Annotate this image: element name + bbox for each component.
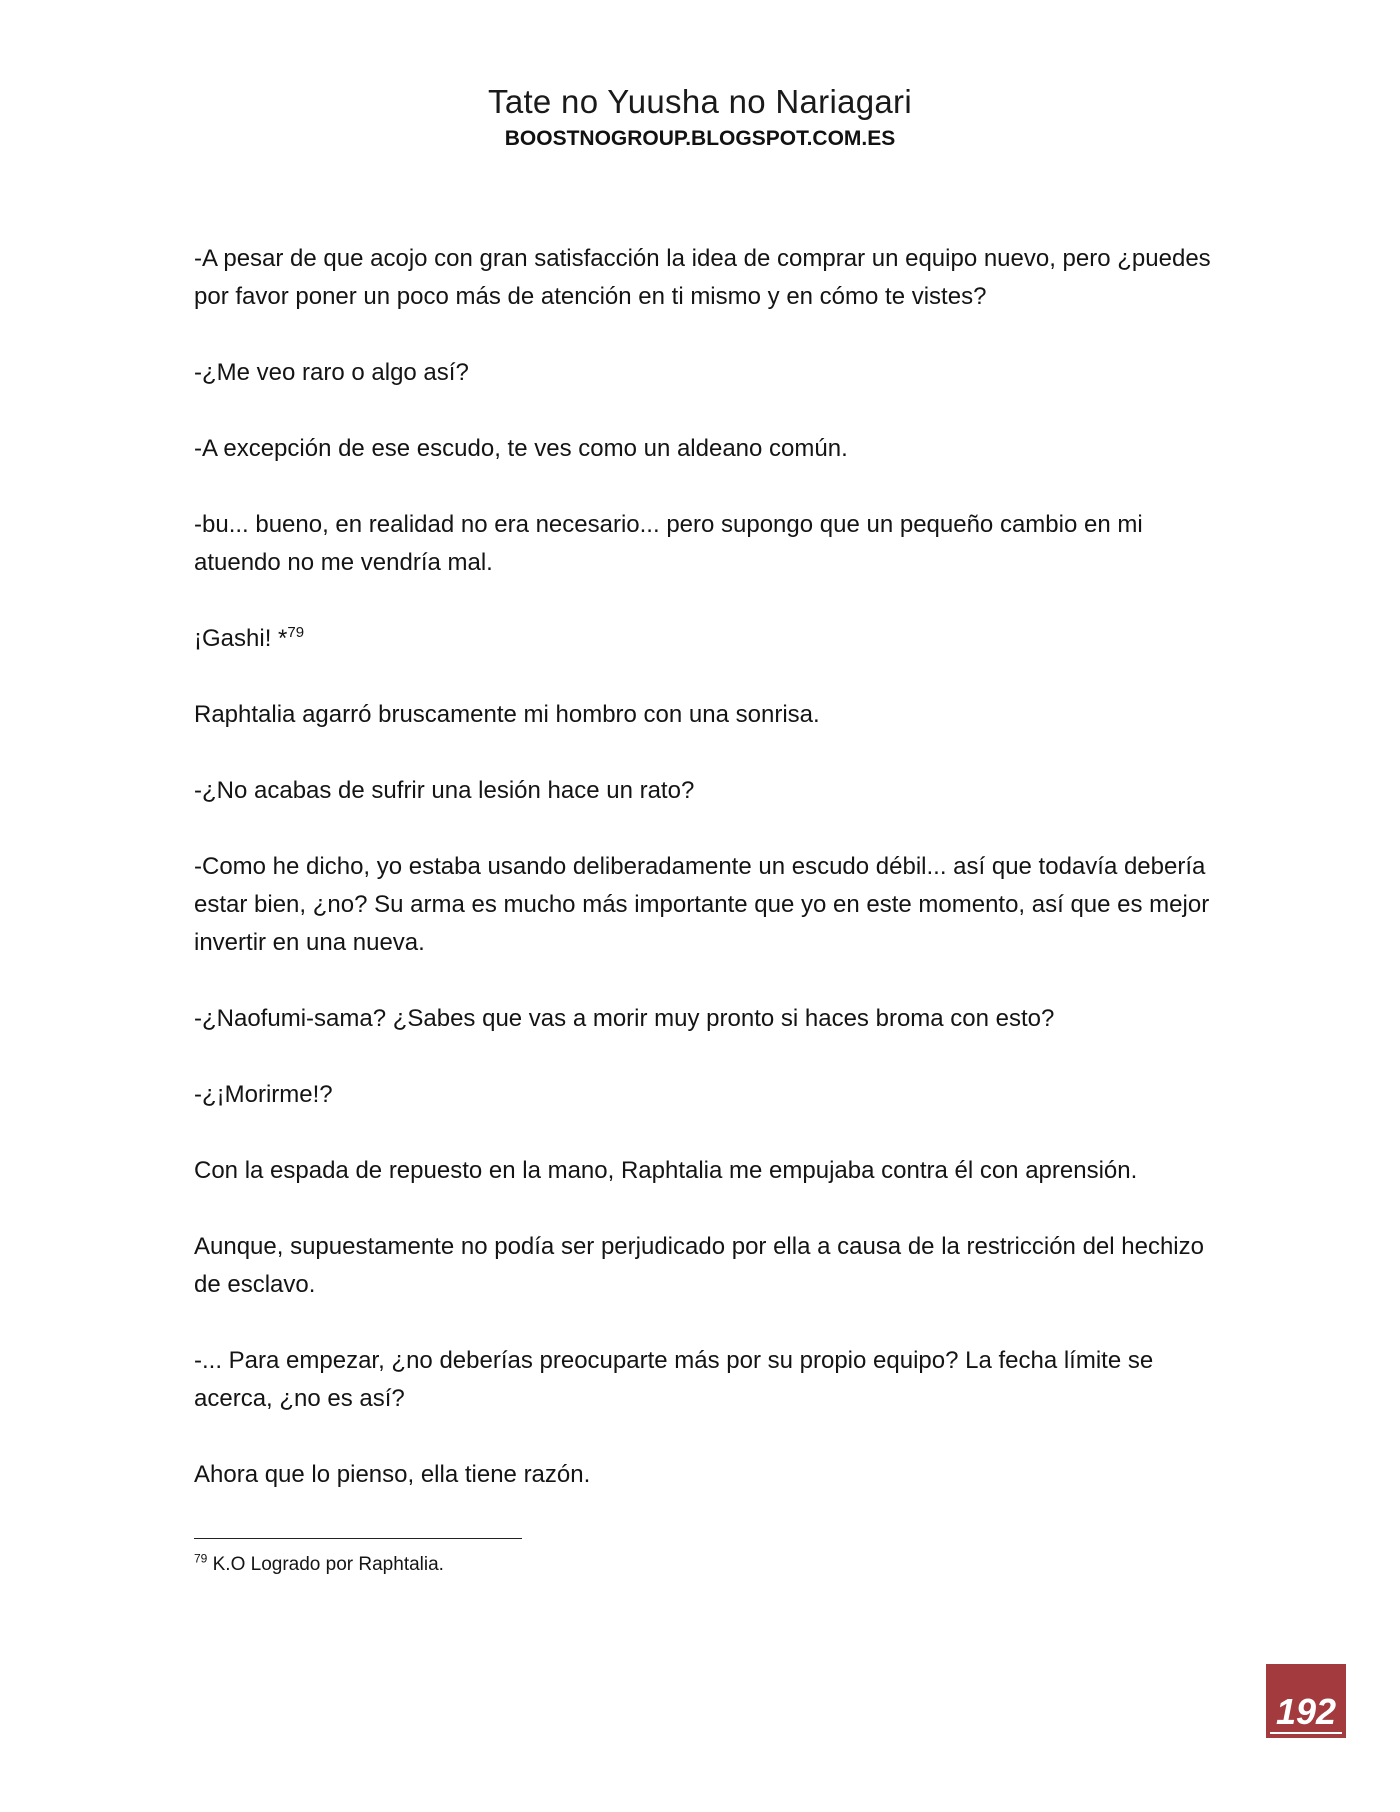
paragraph: -¿No acabas de sufrir una lesión hace un rato? — [194, 777, 695, 804]
footnote-reference: 79 — [287, 624, 305, 641]
paragraph: -¿Me veo raro o algo así? — [194, 359, 469, 386]
paragraph: Raphtalia agarró bruscamente mi hombro con una sonrisa. — [194, 701, 820, 728]
paragraph-with-footnote-ref — [194, 620, 1214, 658]
footnote-divider — [194, 1538, 522, 1539]
paragraph: Aunque, supuestamente no podía ser perjudicado por ella a causa de la restricción del hechizo de esclavo. — [194, 1233, 1204, 1298]
page-header — [0, 82, 1400, 154]
page-number: 192 — [1275, 1691, 1337, 1732]
paragraph: -A pesar de que acojo con gran satisfacción la idea de comprar un equipo nuevo, pero ¿puedes por favor poner un poco más de atención en ti mismo y en cómo te vistes? — [194, 245, 1211, 310]
paragraph: Ahora que lo pienso, ella tiene razón. — [194, 1461, 591, 1488]
paragraph: -Como he dicho, yo estaba usando deliberadamente un escudo débil... así que todavía debería estar bien, ¿no? Su arma es mucho más importante que yo en este momento, así que es mejor invertir en una nueva. — [194, 853, 1210, 956]
page-number-badge — [1266, 1664, 1346, 1738]
paragraph: -¿¡Morirme!? — [194, 1081, 333, 1108]
page-body — [194, 240, 1214, 1494]
footnote-number: 79 — [194, 1551, 208, 1566]
paragraph: -bu... bueno, en realidad no era necesario... pero supongo que un pequeño cambio en mi atuendo no me vendría mal. — [194, 511, 1143, 576]
paragraph-text: ¡Gashi! * — [194, 625, 288, 652]
footnote — [194, 1550, 444, 1580]
site-url: BOOSTNOGROUP.BLOGSPOT.COM.ES — [504, 127, 896, 150]
paragraph: -... Para empezar, ¿no deberías preocuparte más por su propio equipo? La fecha límite se acerca, ¿no es así? — [194, 1347, 1154, 1412]
book-title: Tate no Yuusha no Nariagari — [488, 83, 912, 120]
paragraph: Con la espada de repuesto en la mano, Raphtalia me empujaba contra él con aprensión. — [194, 1157, 1138, 1184]
paragraph: -¿Naofumi-sama? ¿Sabes que vas a morir muy pronto si haces broma con esto? — [194, 1005, 1055, 1032]
footnote-text: K.O Logrado por Raphtalia. — [207, 1554, 444, 1575]
page-number-underline — [1270, 1732, 1342, 1734]
paragraph: -A excepción de ese escudo, te ves como un aldeano común. — [194, 435, 848, 462]
